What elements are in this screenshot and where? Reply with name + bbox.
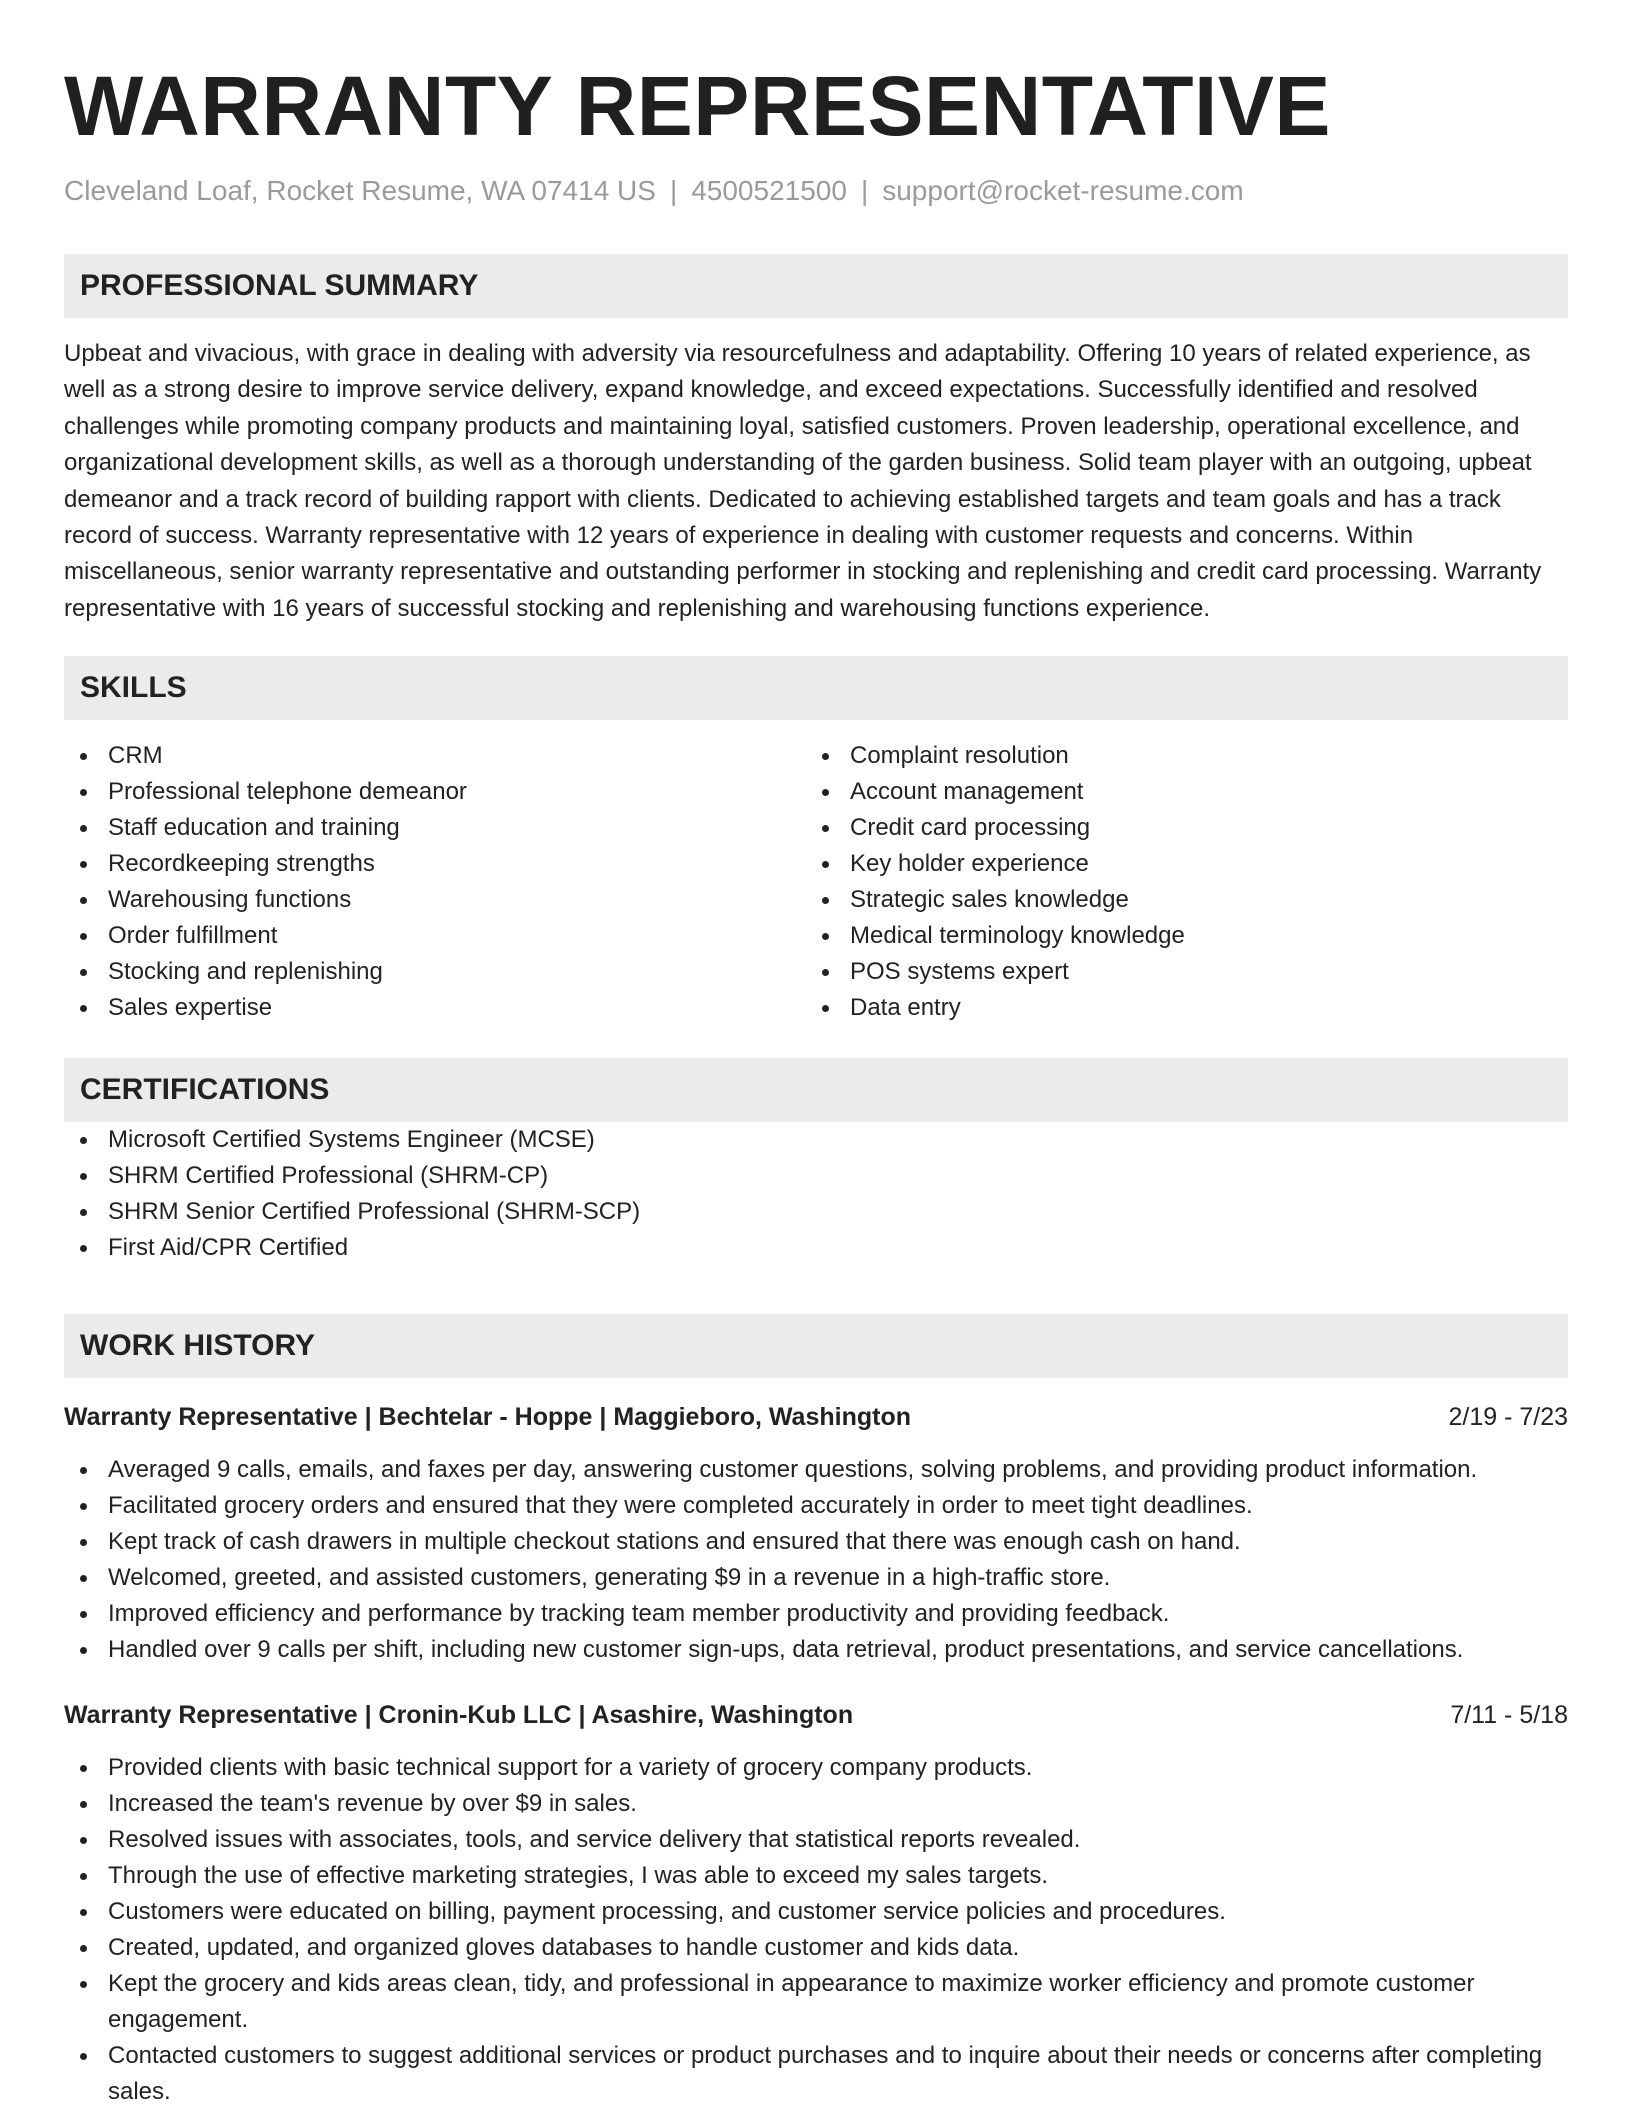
job-bullet: Increased the team's revenue by over $9 in sales. (64, 1786, 1568, 1822)
job-entry (64, 1400, 1568, 1668)
job-bullet: Averaged 9 calls, emails, and faxes per day, answering customer questions, solving problems, and providing product information. (64, 1452, 1568, 1488)
work-history-section (64, 1314, 1568, 2110)
skill-item: Medical terminology knowledge (806, 918, 1548, 954)
section-heading: PROFESSIONAL SUMMARY (64, 254, 1568, 318)
resume-page (64, 0, 1568, 2105)
skills-list-left (64, 738, 806, 1026)
job-bullet: Customers were educated on billing, payment processing, and customer service policies and procedures. (64, 1894, 1568, 1930)
skill-item: Order fulfillment (64, 918, 806, 954)
skill-item: Stocking and replenishing (64, 954, 806, 990)
job-bullet: Handled over 9 calls per shift, including new customer sign-ups, data retrieval, product presentations, and service cancellations. (64, 1632, 1568, 1668)
contact-line (64, 174, 1568, 208)
skills-list-right (806, 738, 1548, 1026)
job-entry (64, 1698, 1568, 2110)
certifications-list (64, 1122, 1568, 1266)
job-bullet: Facilitated grocery orders and ensured that they were completed accurately in order to meet tight deadlines. (64, 1488, 1568, 1524)
skill-item: Data entry (806, 990, 1548, 1026)
skill-item: Staff education and training (64, 810, 806, 846)
skill-item: Complaint resolution (806, 738, 1548, 774)
summary-text: Upbeat and vivacious, with grace in dealing with adversity via resourcefulness and adaptability. Offering 10 years of related experience, as well as a strong desire to improve service delivery, expand knowledge, and exceed expectations. Successfully identified and resolved challenges while promoting company products and maintaining loyal, satisfied customers. Proven leadership, operational excellence, and organizational development skills, as well as a thorough understanding of the garden business. Solid team player with an outgoing, upbeat demeanor and a track record of building rapport with clients. Dedicated to achieving established targets and team goals and has a track record of success. Warranty representative with 12 years of experience in dealing with customer requests and concerns. Within miscellaneous, senior warranty representative and outstanding performer in stocking and replenishing and credit card processing. Warranty representative with 16 years of successful stocking and replenishing and warehousing functions experience. (64, 340, 1542, 622)
certification-item: SHRM Senior Certified Professional (SHRM-SCP) (64, 1194, 1568, 1230)
job-dates: 7/11 - 5/18 (1450, 1701, 1568, 1729)
skill-item: Account management (806, 774, 1548, 810)
skill-item: Credit card processing (806, 810, 1548, 846)
contact-address: Cleveland Loaf, Rocket Resume, WA 07414 US (64, 175, 656, 206)
certification-item: SHRM Certified Professional (SHRM-CP) (64, 1158, 1568, 1194)
skill-item: Warehousing functions (64, 882, 806, 918)
resume-name: WARRANTY REPRESENTATIVE (64, 59, 1331, 153)
certification-item: Microsoft Certified Systems Engineer (MCSE) (64, 1122, 1568, 1158)
skill-item: Professional telephone demeanor (64, 774, 806, 810)
skill-item: CRM (64, 738, 806, 774)
job-dates: 2/19 - 7/23 (1448, 1403, 1568, 1431)
job-bullets (64, 1750, 1568, 2110)
job-title: Warranty Representative | Bechtelar - Hoppe | Maggieboro, Washington (64, 1403, 911, 1431)
contact-phone: 4500521500 (691, 175, 847, 206)
skill-item: Sales expertise (64, 990, 806, 1026)
job-bullet: Contacted customers to suggest additional services or product purchases and to inquire about their needs or concerns after completing sales. (64, 2038, 1568, 2110)
job-bullet: Provided clients with basic technical support for a variety of grocery company products. (64, 1750, 1568, 1786)
job-bullet: Improved efficiency and performance by tracking team member productivity and providing feedback. (64, 1596, 1568, 1632)
professional-summary-section (64, 254, 1568, 627)
skill-item: Key holder experience (806, 846, 1548, 882)
section-heading: CERTIFICATIONS (64, 1058, 1568, 1122)
contact-email: support@rocket-resume.com (882, 175, 1244, 206)
skill-item: Strategic sales knowledge (806, 882, 1548, 918)
job-bullet: Welcomed, greeted, and assisted customers, generating $9 in a revenue in a high-traffic store. (64, 1560, 1568, 1596)
job-bullets (64, 1452, 1568, 1668)
certifications-section (64, 1058, 1568, 1266)
section-heading: WORK HISTORY (64, 1314, 1568, 1378)
skill-item: POS systems expert (806, 954, 1548, 990)
job-bullet: Created, updated, and organized gloves databases to handle customer and kids data. (64, 1930, 1568, 1966)
contact-separator: | (860, 175, 869, 206)
skills-section (64, 656, 1568, 1026)
job-bullet: Kept track of cash drawers in multiple checkout stations and ensured that there was enough cash on hand. (64, 1524, 1568, 1560)
job-header (64, 1400, 1568, 1434)
skills-columns (64, 738, 1568, 1026)
job-header (64, 1698, 1568, 1732)
job-bullet: Kept the grocery and kids areas clean, tidy, and professional in appearance to maximize worker efficiency and promote customer engagement. (64, 1966, 1568, 2038)
job-title: Warranty Representative | Cronin-Kub LLC | Asashire, Washington (64, 1701, 854, 1729)
section-heading: SKILLS (64, 656, 1568, 720)
job-bullet: Resolved issues with associates, tools, and service delivery that statistical reports revealed. (64, 1822, 1568, 1858)
job-bullet: Through the use of effective marketing strategies, I was able to exceed my sales targets. (64, 1858, 1568, 1894)
skill-item: Recordkeeping strengths (64, 846, 806, 882)
certification-item: First Aid/CPR Certified (64, 1230, 1568, 1266)
contact-separator: | (669, 175, 678, 206)
